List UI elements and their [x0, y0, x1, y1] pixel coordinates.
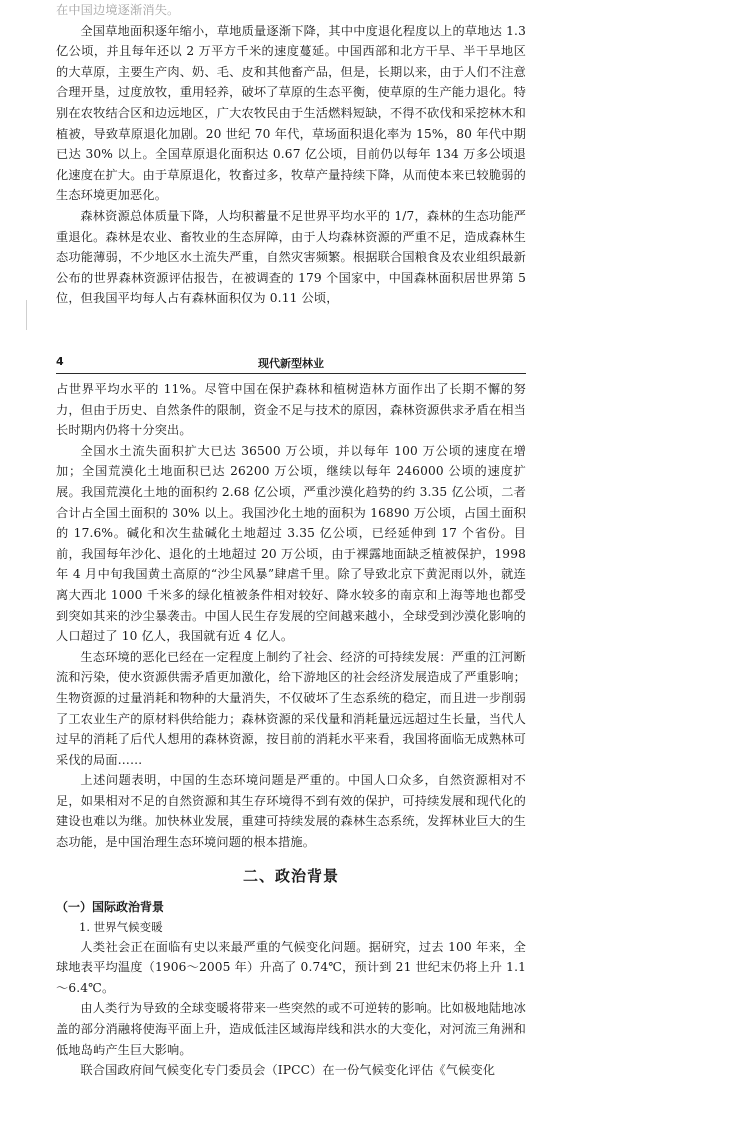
scan-margin-mark	[26, 300, 27, 330]
section-heading: 二、政治背景	[242, 866, 339, 885]
page-header	[56, 353, 526, 371]
subsubsection-heading: 1. 世界气候变暖	[79, 919, 163, 934]
subsection-heading: （一）国际政治背景	[56, 899, 165, 914]
paragraph: 全国水土流失面积扩大已达 36500 万公顷，并以每年 100 万公顷的速度在增加；全国荒漠化土地面积已达 26200 万公顷，继续以每年 246000 公顷的速度扩展。我国荒漠化土地的面积约 2.68 亿公顷，严重沙漠化趋势的约 3.35 亿公顷，二者合计占全国土面积的 30% 以上。我国沙化土地的面积为 16890 万公顷，占国土面积的 17.6%。碱化和次生盐碱化土地超过 3.35 亿公顷，已经延伸到 17 个省份。目前，我国每年沙化、退化的土地超过 20 万公顷，由于裸露地面缺乏植被保护，1998 年 4 月中旬我国黄土高原的“沙尘风暴”肆虐千里。除了导致北京下黄泥雨以外，就连离大西北 1000 千米多的绿化植被条件相对较好、降水较多的南京和上海等地也都受到突如其来的沙尘暴袭击。中国人民生存发展的空间越来越小，全球受到沙漠化影响的人口超过了 10 亿人，我国就有近 4 亿人。	[56, 443, 526, 644]
paragraph: 生态环境的恶化已经在一定程度上制约了社会、经济的可持续发展：严重的江河断流和污染，使水资源供需矛盾更加激化，给下游地区的社会经济发展造成了严重影响；生物资源的过量消耗和物种的大量消失，不仅破坏了生态系统的稳定，而且进一步削弱了工农业生产的原材料供给能力；森林资源的采伐量和消耗量远远超过生长量，当代人过早的消耗了后代人想用的森林资源，按目前的消耗水平来看，我国将面临无成熟林可采伐的局面……	[56, 649, 526, 767]
cut-off-line: 在中国边境逐渐消失。	[56, 3, 180, 17]
paragraph: 由人类行为导致的全球变暖将带来一些突然的或不可逆转的影响。比如极地陆地冰盖的部分消融将使海平面上升，造成低洼区域海岸线和洪水的大变化，对河流三角洲和低地岛屿产生巨大影响。	[56, 1001, 526, 1057]
header-rule	[56, 373, 526, 374]
paragraph: 联合国政府间气候变化专门委员会（IPCC）在一份气候变化评估《气候变化	[80, 1063, 496, 1078]
paragraph: 上述问题表明，中国的生态环境问题是严重的。中国人口众多，自然资源相对不足，如果相对不足的自然资源和其生存环境得不到有效的保护，可持续发展和现代化的建设也难以为继。加快林业发展，重建可持续发展的森林生态系统，发挥林业巨大的生态功能，是中国治理生态环境问题的根本措施。	[56, 773, 526, 850]
paragraph: 占世界平均水平的 11%。尽管中国在保护森林和植树造林方面作出了长期不懈的努力，但由于历史、自然条件的限制，资金不足与技术的原因，森林资源供求矛盾在相当长时期内仍将十分突出。	[56, 382, 526, 438]
page-number: 4	[56, 355, 64, 368]
paragraph: 人类社会正在面临有史以来最严重的气候变化问题。据研究，过去 100 年来，全球地表平均温度（1906～2005 年）升高了 0.74℃，预计到 21 世纪末仍将上升 1.1～6.4℃。	[56, 939, 526, 995]
running-title: 现代新型林业	[258, 357, 324, 370]
page-body	[56, 379, 526, 1081]
paragraph: 全国草地面积逐年缩小，草地质量逐渐下降，其中中度退化程度以上的草地达 1.3 亿公顷，并且每年还以 2 万平方千米的速度蔓延。中国西部和北方干旱、半干旱地区的大草原，主要生产肉、奶、毛、皮和其他畜产品，但是，长期以来，由于人们不注意合理开垦，过度放牧，重用轻养，破坏了草原的生态平衡，使草原的生产能力退化。特别在农牧结合区和边远地区，广大农牧民由于生活燃料短缺，不得不砍伐和采挖林木和植被，导致草原退化加剧。20 世纪 70 年代，草场面积退化率为 15%，80 年代中期已达 30% 以上。全国草原退化面积达 0.67 亿公顷，目前仍以每年 134 万多公顷退化速度在扩大。由于草原退化，牧畜过多，牧草产量持续下降，从而使本来已较脆弱的生态环境更加恶化。	[56, 23, 526, 203]
previous-page-section	[56, 0, 526, 309]
paragraph: 森林资源总体质量下降，人均积蓄量不足世界平均水平的 1/7，森林的生态功能严重退化。森林是农业、畜牧业的生态屏障，由于人均森林资源的严重不足，造成森林生态功能薄弱，不少地区水土流失严重，自然灾害频繁。根据联合国粮食及农业组织最新公布的世界森林资源评估报告，在被调查的 179 个国家中，中国森林面积居世界第 5 位，但我国平均每人占有森林面积仅为 0.11 公顷，	[56, 208, 526, 306]
